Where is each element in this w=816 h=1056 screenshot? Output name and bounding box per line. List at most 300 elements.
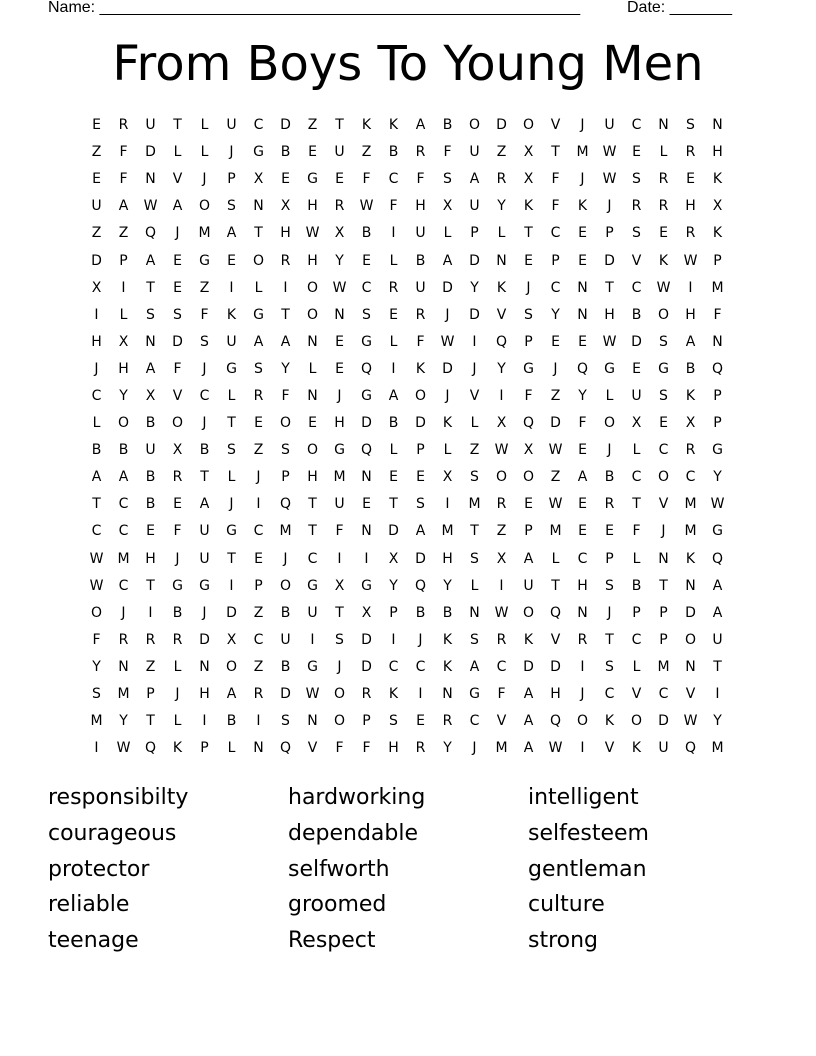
grid-letter: U [415,225,426,242]
grid-letter: I [580,658,585,675]
grid-letter: A [469,658,480,675]
grid-letter: Z [145,658,156,675]
grid-letter: H [307,198,318,215]
grid-letter: T [713,658,722,675]
grid-letter: O [171,415,184,432]
grid-letter: F [119,144,128,161]
grid-row [83,491,731,518]
grid-letter: R [685,144,696,161]
grid-letter: W [440,333,455,350]
grid-letter: X [442,198,453,215]
grid-letter: D [415,415,426,432]
grid-letter: O [684,631,697,648]
grid-letter: N [334,306,345,323]
grid-letter: N [658,550,669,567]
grid-letter: P [605,550,614,567]
grid-letter: P [713,415,722,432]
grid-letter: V [631,252,642,269]
grid-letter: X [334,225,345,242]
grid-row [83,627,731,654]
grid-letter: V [307,740,318,757]
grid-letter: Z [469,442,480,459]
grid-letter: T [173,117,182,134]
grid-letter: S [173,306,182,323]
grid-letter: C [388,658,399,675]
grid-letter: T [335,117,344,134]
grid-letter: U [469,144,480,161]
grid-letter: S [416,496,425,513]
grid-letter: H [415,198,426,215]
grid-letter: M [684,523,697,540]
grid-letter: L [659,144,668,161]
grid-letter: J [607,604,612,621]
grid-letter: J [607,442,612,459]
grid-letter: O [630,713,643,730]
grid-letter: D [550,415,561,432]
grid-letter: E [578,496,587,513]
grid-row [83,356,731,383]
grid-letter: W [89,550,104,567]
grid-letter: J [337,387,342,404]
grid-letter: Z [199,279,210,296]
grid-letter: D [388,523,399,540]
grid-letter: O [333,686,346,703]
grid-letter: F [173,523,182,540]
grid-letter: B [631,577,642,594]
grid-letter: D [550,658,561,675]
word-list-item: selfesteem [528,820,649,846]
grid-letter: C [496,658,507,675]
grid-letter: O [468,117,481,134]
grid-letter: N [712,333,723,350]
grid-letter: S [605,577,614,594]
grid-row [83,410,731,437]
grid-letter: B [442,604,453,621]
grid-letter: B [118,442,129,459]
grid-letter: M [711,740,724,757]
grid-letter: D [469,306,480,323]
grid-letter: L [227,469,236,486]
grid-letter: X [172,442,183,459]
grid-letter: U [334,496,345,513]
grid-letter: E [173,496,182,513]
grid-letter: W [494,604,509,621]
grid-letter: X [388,550,399,567]
grid-letter: R [496,631,507,648]
grid-letter: S [227,198,236,215]
grid-letter: F [389,198,398,215]
grid-letter: E [524,496,533,513]
grid-letter: M [576,144,589,161]
grid-letter: U [604,117,615,134]
grid-letter: A [523,550,534,567]
grid-letter: U [199,550,210,567]
grid-letter: M [333,469,346,486]
grid-letter: H [712,144,723,161]
grid-letter: O [198,198,211,215]
grid-row [83,139,731,166]
grid-letter: E [632,144,641,161]
grid-letter: U [631,387,642,404]
grid-letter: V [631,686,642,703]
grid-letter: W [602,333,617,350]
grid-letter: U [334,144,345,161]
grid-letter: X [253,171,264,188]
grid-letter: G [172,577,183,594]
grid-letter: R [442,713,453,730]
grid-letter: A [118,469,129,486]
grid-letter: N [712,117,723,134]
grid-letter: C [631,279,642,296]
grid-letter: U [280,631,291,648]
grid-letter: K [685,550,696,567]
grid-letter: J [229,144,234,161]
grid-letter: T [146,713,155,730]
grid-letter: G [226,360,237,377]
grid-letter: M [657,658,670,675]
word-list-item: protector [48,856,150,882]
grid-letter: Z [361,144,372,161]
grid-letter: L [497,225,506,242]
grid-letter: R [415,740,426,757]
grid-letter: F [92,631,101,648]
grid-letter: E [659,225,668,242]
grid-letter: F [551,171,560,188]
grid-letter: E [605,523,614,540]
grid-letter: R [361,686,372,703]
grid-letter: E [335,360,344,377]
grid-letter: P [659,604,668,621]
grid-letter: A [469,171,480,188]
grid-row [83,735,731,762]
grid-letter: Y [92,658,101,675]
grid-letter: H [550,686,561,703]
grid-letter: L [173,713,182,730]
grid-letter: X [145,387,156,404]
grid-letter: X [118,333,129,350]
grid-letter: D [361,658,372,675]
grid-letter: E [416,713,425,730]
grid-letter: V [550,631,561,648]
grid-letter: Q [144,740,157,757]
grid-letter: J [580,171,585,188]
grid-letter: R [685,225,696,242]
grid-letter: G [253,306,264,323]
grid-letter: D [604,252,615,269]
grid-letter: B [280,658,291,675]
grid-letter: E [686,171,695,188]
grid-letter: D [523,658,534,675]
grid-letter: H [442,550,453,567]
grid-letter: Q [360,442,373,459]
grid-letter: K [415,360,426,377]
grid-letter: N [199,658,210,675]
grid-letter: L [173,658,182,675]
grid-letter: P [713,387,722,404]
grid-letter: R [577,631,588,648]
grid-letter: S [227,442,236,459]
grid-letter: V [685,686,696,703]
grid-row [83,573,731,600]
grid-letter: S [200,333,209,350]
grid-letter: Y [119,713,128,730]
grid-letter: E [173,279,182,296]
grid-letter: P [281,469,290,486]
grid-letter: B [145,496,156,513]
grid-letter: K [577,198,588,215]
grid-letter: L [173,144,182,161]
grid-letter: Y [119,387,128,404]
word-list-item: hardworking [288,785,426,810]
grid-letter: G [361,577,372,594]
grid-row [83,464,731,491]
grid-letter: I [229,577,234,594]
grid-letter: F [632,523,641,540]
grid-letter: D [361,631,372,648]
grid-letter: K [658,252,669,269]
grid-letter: Y [551,306,560,323]
word-list-item: dependable [288,820,419,846]
grid-letter: Q [279,740,292,757]
grid-letter: P [524,333,533,350]
grid-letter: B [415,604,426,621]
grid-letter: U [199,523,210,540]
grid-letter: E [308,144,317,161]
grid-letter: F [173,360,182,377]
grid-letter: N [577,279,588,296]
grid-letter: O [279,415,292,432]
grid-letter: D [280,117,291,134]
grid-letter: B [415,252,426,269]
grid-letter: I [499,387,504,404]
grid-letter: A [442,252,453,269]
grid-letter: W [305,686,320,703]
grid-row [83,546,731,573]
grid-letter: J [418,631,423,648]
grid-letter: J [202,360,207,377]
grid-letter: C [631,117,642,134]
grid-letter: C [631,469,642,486]
grid-letter: C [91,523,102,540]
grid-letter: J [202,604,207,621]
grid-letter: T [308,523,317,540]
grid-letter: L [443,442,452,459]
grid-letter: A [523,713,534,730]
grid-letter: Y [443,577,452,594]
grid-letter: S [362,306,371,323]
grid-letter: H [685,198,696,215]
grid-letter: F [362,171,371,188]
grid-letter: P [659,631,668,648]
grid-letter: C [658,686,669,703]
grid-letter: C [118,523,129,540]
grid-letter: J [175,550,180,567]
grid-letter: W [332,279,347,296]
grid-letter: M [441,523,454,540]
grid-letter: D [442,279,453,296]
grid-letter: W [683,713,698,730]
grid-letter: S [92,686,101,703]
grid-letter: B [199,442,210,459]
grid-row [83,275,731,302]
grid-letter: E [362,252,371,269]
grid-letter: C [415,658,426,675]
grid-letter: J [283,550,288,567]
grid-letter: J [202,171,207,188]
grid-letter: J [580,117,585,134]
grid-row [83,302,731,329]
grid-letter: B [604,469,615,486]
grid-letter: X [523,442,534,459]
grid-letter: R [685,442,696,459]
grid-letter: O [495,469,508,486]
grid-letter: B [388,415,399,432]
grid-letter: I [364,550,369,567]
grid-letter: Z [91,144,102,161]
grid-letter: A [145,252,156,269]
grid-letter: H [118,360,129,377]
grid-letter: Q [684,740,697,757]
grid-letter: Y [281,360,290,377]
grid-letter: D [172,333,183,350]
word-list-item: responsibilty [48,785,189,810]
grid-letter: G [658,360,669,377]
grid-letter: O [279,577,292,594]
grid-letter: D [226,604,237,621]
grid-letter: U [658,740,669,757]
grid-letter: O [522,117,535,134]
grid-letter: W [710,496,725,513]
date-field-label: Date: _______ [627,0,732,16]
grid-letter: D [496,117,507,134]
grid-letter: O [522,604,535,621]
grid-letter: W [548,496,563,513]
grid-letter: G [199,577,210,594]
word-list-item: gentleman [528,856,647,882]
grid-letter: E [281,171,290,188]
grid-letter: T [605,279,614,296]
grid-letter: U [712,631,723,648]
grid-letter: A [415,117,426,134]
grid-letter: E [92,171,101,188]
grid-letter: B [145,469,156,486]
grid-letter: L [92,415,101,432]
grid-letter: I [310,631,315,648]
grid-letter: K [523,631,534,648]
grid-letter: W [548,740,563,757]
grid-letter: V [496,713,507,730]
grid-letter: L [605,387,614,404]
grid-letter: Y [713,469,722,486]
grid-letter: I [472,333,477,350]
grid-letter: A [199,496,210,513]
grid-letter: E [146,523,155,540]
grid-letter: Y [389,577,398,594]
grid-letter: P [362,713,371,730]
grid-letter: E [551,333,560,350]
grid-letter: J [202,415,207,432]
grid-letter: E [308,415,317,432]
grid-letter: Y [335,252,344,269]
grid-letter: O [522,469,535,486]
grid-letter: N [118,658,129,675]
grid-letter: O [603,415,616,432]
grid-row [83,112,731,139]
grid-letter: C [307,550,318,567]
grid-letter: Q [414,577,427,594]
grid-letter: J [256,469,261,486]
name-field-label: Name: ______________________________________________________ [48,0,581,16]
grid-letter: Y [497,198,506,215]
grid-letter: I [121,279,126,296]
grid-letter: R [415,306,426,323]
grid-letter: S [632,171,641,188]
grid-letter: N [496,252,507,269]
grid-letter: N [307,333,318,350]
grid-letter: E [389,469,398,486]
grid-letter: T [335,604,344,621]
grid-letter: C [253,523,264,540]
grid-letter: C [118,577,129,594]
grid-letter: R [280,252,291,269]
grid-letter: U [145,117,156,134]
grid-letter: G [712,523,723,540]
grid-letter: T [146,279,155,296]
grid-letter: G [199,252,210,269]
grid-letter: R [118,631,129,648]
grid-letter: A [172,198,183,215]
grid-letter: L [632,442,641,459]
grid-letter: U [226,333,237,350]
grid-letter: N [577,306,588,323]
grid-letter: V [604,740,615,757]
grid-letter: Y [713,713,722,730]
grid-letter: N [253,198,264,215]
grid-letter: K [388,686,399,703]
grid-letter: R [496,496,507,513]
grid-letter: W [656,279,671,296]
grid-letter: J [472,740,477,757]
grid-letter: N [145,171,156,188]
grid-letter: H [577,577,588,594]
grid-letter: Z [118,225,129,242]
grid-letter: C [253,631,264,648]
grid-letter: N [361,523,372,540]
grid-letter: K [685,387,696,404]
grid-letter: B [685,360,696,377]
grid-letter: N [658,117,669,134]
grid-letter: G [307,577,318,594]
grid-letter: O [306,279,319,296]
grid-letter: S [335,631,344,648]
grid-row [83,708,731,735]
grid-letter: O [657,469,670,486]
grid-letter: B [280,144,291,161]
grid-letter: O [306,442,319,459]
grid-letter: T [605,631,614,648]
grid-letter: R [631,198,642,215]
grid-letter: M [198,225,211,242]
grid-letter: L [389,333,398,350]
grid-letter: T [551,144,560,161]
grid-letter: I [391,631,396,648]
grid-letter: Q [522,415,535,432]
grid-letter: M [549,523,562,540]
grid-letter: N [253,740,264,757]
grid-letter: P [119,252,128,269]
grid-letter: K [442,415,453,432]
grid-letter: A [91,469,102,486]
